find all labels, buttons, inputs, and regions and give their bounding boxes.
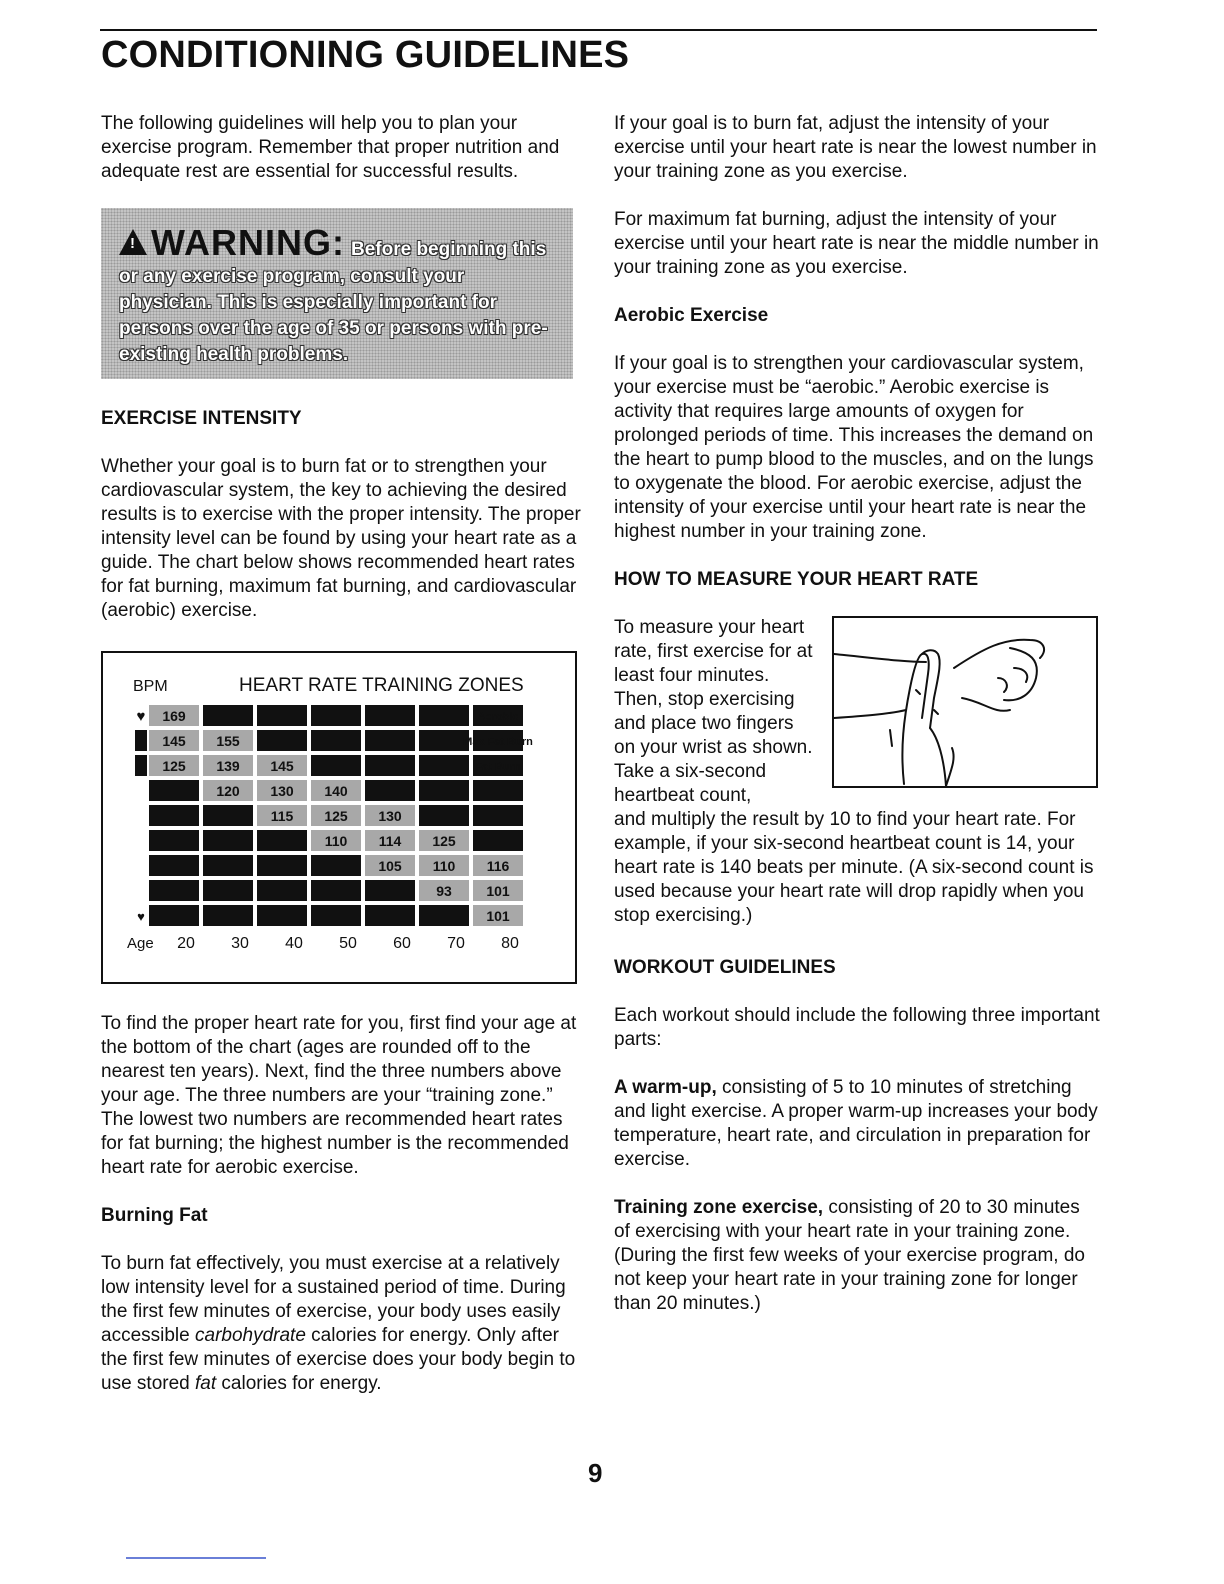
chart-y-label: BPM bbox=[133, 678, 168, 695]
chart-cell-label: 125 bbox=[432, 833, 456, 849]
chart-cell bbox=[419, 730, 469, 751]
measure-body-full: and multiply the result by 10 to find your heart rate. For example, if your six-second heartbeat count is 14, your heart rate is 140 beats per minute. (A six-second count is used because your heart rate will drop rapidly when you stop exercising.) bbox=[614, 809, 1094, 926]
chart-cell-label: 140 bbox=[324, 783, 348, 799]
chart-cell bbox=[311, 880, 361, 901]
chart-cell bbox=[365, 880, 415, 901]
measure-heading: HOW TO MEASURE YOUR HEART RATE bbox=[614, 569, 979, 590]
chart-cell bbox=[257, 730, 307, 751]
aerobic-heading: Aerobic Exercise bbox=[614, 305, 769, 326]
chart-cell-label: 130 bbox=[378, 808, 402, 824]
chart-cell bbox=[365, 730, 415, 751]
chart-cell bbox=[257, 705, 307, 726]
exercise-intensity-heading: EXERCISE INTENSITY bbox=[101, 408, 302, 429]
chart-cell bbox=[203, 705, 253, 726]
row-marker bbox=[135, 730, 147, 751]
chart-x-label: Age bbox=[127, 935, 154, 952]
chart-cell bbox=[203, 905, 253, 926]
warning-triangle-icon: ! bbox=[119, 229, 147, 255]
intro-paragraph: The following guidelines will help you to plan your exercise program. Remember that proper nutrition and adequate rest are essential for successful results. bbox=[101, 113, 560, 182]
chart-cell-label: 120 bbox=[216, 783, 240, 799]
warning-box bbox=[101, 208, 573, 379]
legend-label: Aerobic bbox=[477, 711, 519, 723]
chart-cell-label: 145 bbox=[270, 758, 294, 774]
wrist-pulse-illustration bbox=[832, 616, 1098, 788]
chart-cell bbox=[311, 905, 361, 926]
chart-cell-label: 101 bbox=[486, 883, 510, 899]
chart-cell bbox=[419, 755, 469, 776]
chart-cell bbox=[203, 855, 253, 876]
chart-cell-label: 114 bbox=[378, 833, 402, 849]
chart-cell bbox=[149, 830, 199, 851]
top-rule bbox=[100, 29, 1097, 31]
chart-cell bbox=[419, 905, 469, 926]
legend-label: Max Fat Burn bbox=[463, 736, 533, 748]
fat-goal-paragraph: If your goal is to burn fat, adjust the intensity of your exercise until your heart rate is near the lowest number in your training zone as you exercise. bbox=[614, 113, 1097, 182]
chart-cell bbox=[203, 805, 253, 826]
chart-cell-label: 155 bbox=[216, 733, 240, 749]
left-column bbox=[101, 112, 581, 1396]
warning-text: or any exercise program, consult your physician. This is especially important for persons over the age of 35 or persons with pre-existing health problems. bbox=[119, 266, 548, 365]
chart-cell-label: 130 bbox=[270, 783, 294, 799]
chart-age-label: 50 bbox=[339, 935, 357, 952]
top-heart-icon: ♥ bbox=[136, 708, 146, 725]
measure-body-side: To measure your heart rate, first exercise for at least four minutes. Then, stop exercising and place two fingers on your wrist as shown. Take a six-second heartbeat count, bbox=[614, 617, 813, 806]
chart-cell bbox=[419, 780, 469, 801]
chart-cell bbox=[257, 880, 307, 901]
chart-cell bbox=[257, 855, 307, 876]
warning-header bbox=[119, 222, 559, 264]
chart-cell-label: 116 bbox=[486, 858, 510, 874]
chart-cell bbox=[365, 905, 415, 926]
page-number: 9 bbox=[588, 1458, 603, 1488]
chart-age-label: 30 bbox=[231, 935, 249, 952]
chart-age-label: 20 bbox=[177, 935, 195, 952]
chart-age-label: 40 bbox=[285, 935, 303, 952]
legend-label: Fat Burn bbox=[475, 761, 521, 773]
chart-cell-label: 125 bbox=[324, 808, 348, 824]
workout-heading: WORKOUT GUIDELINES bbox=[614, 957, 836, 978]
chart-cell-label: 101 bbox=[486, 908, 510, 924]
chart-cell-label: 145 bbox=[162, 733, 186, 749]
chart-age-label: 60 bbox=[393, 935, 411, 952]
workout-intro: Each workout should include the following three important parts: bbox=[614, 1005, 1100, 1050]
chart-cell-label: 93 bbox=[436, 883, 452, 899]
chart-age-label: 70 bbox=[447, 935, 465, 952]
chart-cell-label: 169 bbox=[162, 708, 186, 724]
chart-cell-label: 110 bbox=[324, 833, 348, 849]
exercise-intensity-body: Whether your goal is to burn fat or to strengthen your cardiovascular system, the key to achieving the desired results is to exercise with the proper intensity. The proper intensity level can be found by using your heart rate as a guide. The chart below shows recommended heart rates for fat burning, maximum fat burning, and cardiovascular (aerobic) exercise. bbox=[101, 456, 581, 621]
chart-age-label: 80 bbox=[501, 935, 519, 952]
warning-word: WARNING: bbox=[151, 222, 345, 263]
chart-cell bbox=[365, 705, 415, 726]
aerobic-body: If your goal is to strengthen your cardiovascular system, your exercise must be “aerobic.” Aerobic exercise is activity that requires large amounts of oxygen for prolonged periods of time. This increases the demand on the heart to pump blood to the muscles, and on the lungs to oxygenate the blood. For aerobic exercise, adjust the intensity of your exercise until your heart rate is near the highest number in your training zone. bbox=[614, 353, 1094, 542]
chart-cell bbox=[419, 705, 469, 726]
bottom-heart-icon: ♥ bbox=[137, 909, 145, 924]
chart-cell bbox=[149, 880, 199, 901]
warning-text-first: Before beginning this bbox=[350, 239, 547, 260]
chart-cell bbox=[149, 905, 199, 926]
training-zone-paragraph: Training zone exercise, consisting of 20 to 30 minutes of exercising with your heart rate in your training zone. (During the first few weeks of your exercise program, do not keep your heart rate in your training zone for longer than 20 minutes.) bbox=[614, 1197, 1085, 1314]
chart-cell bbox=[311, 855, 361, 876]
page-title: CONDITIONING GUIDELINES bbox=[101, 34, 630, 76]
chart-cell-label: 139 bbox=[216, 758, 240, 774]
burning-fat-body: To burn fat effectively, you must exercise at a relatively low intensity level for a sustained period of time. During the first few minutes of exercise, your body uses easily accessible carbohydrate calories for energy. Only after the first few minutes of exercise does your body begin to use stored fat calories for energy. bbox=[101, 1253, 576, 1394]
chart-cell-label: 125 bbox=[162, 758, 186, 774]
chart-cell bbox=[149, 780, 199, 801]
chart-cell-label: 105 bbox=[378, 858, 402, 874]
chart-cell-label: 110 bbox=[432, 858, 456, 874]
chart-cell bbox=[365, 780, 415, 801]
heart-rate-chart-svg bbox=[103, 653, 575, 982]
chart-cell bbox=[419, 805, 469, 826]
chart-cell bbox=[257, 830, 307, 851]
find-rate-paragraph: To find the proper heart rate for you, first find your age at the bottom of the chart (ages are rounded off to the nearest ten years). Next, find the three numbers above your age. The three numbers are your “training zone.” The lowest two numbers are recommended heart rates for fat burning; the highest number is the recommended heart rate for aerobic exercise. bbox=[101, 1013, 577, 1178]
chart-cell bbox=[473, 805, 523, 826]
bottom-link-line bbox=[126, 1557, 266, 1559]
warmup-paragraph: A warm-up, consisting of 5 to 10 minutes of stretching and light exercise. A proper warm-up increases your body temperature, heart rate, and circulation in preparation for exercise. bbox=[614, 1077, 1098, 1170]
chart-cell bbox=[203, 880, 253, 901]
chart-cell bbox=[149, 805, 199, 826]
chart-cell bbox=[473, 830, 523, 851]
chart-cell bbox=[365, 755, 415, 776]
chart-cell bbox=[257, 905, 307, 926]
chart-cell bbox=[311, 755, 361, 776]
chart-cell bbox=[203, 830, 253, 851]
max-fat-paragraph: For maximum fat burning, adjust the intensity of your exercise until your heart rate is near the middle number in your training zone as you exercise. bbox=[614, 209, 1099, 278]
chart-cell bbox=[311, 730, 361, 751]
chart-title: HEART RATE TRAINING ZONES bbox=[239, 675, 524, 696]
chart-cell-label: 115 bbox=[270, 808, 294, 824]
hand-icon bbox=[834, 618, 1096, 786]
row-marker bbox=[135, 755, 147, 776]
measure-section bbox=[614, 616, 1100, 808]
right-column bbox=[614, 112, 1100, 1316]
chart-cell bbox=[311, 705, 361, 726]
heart-rate-chart bbox=[101, 651, 577, 984]
chart-cell bbox=[473, 780, 523, 801]
burning-fat-heading: Burning Fat bbox=[101, 1205, 208, 1226]
chart-cell bbox=[149, 855, 199, 876]
